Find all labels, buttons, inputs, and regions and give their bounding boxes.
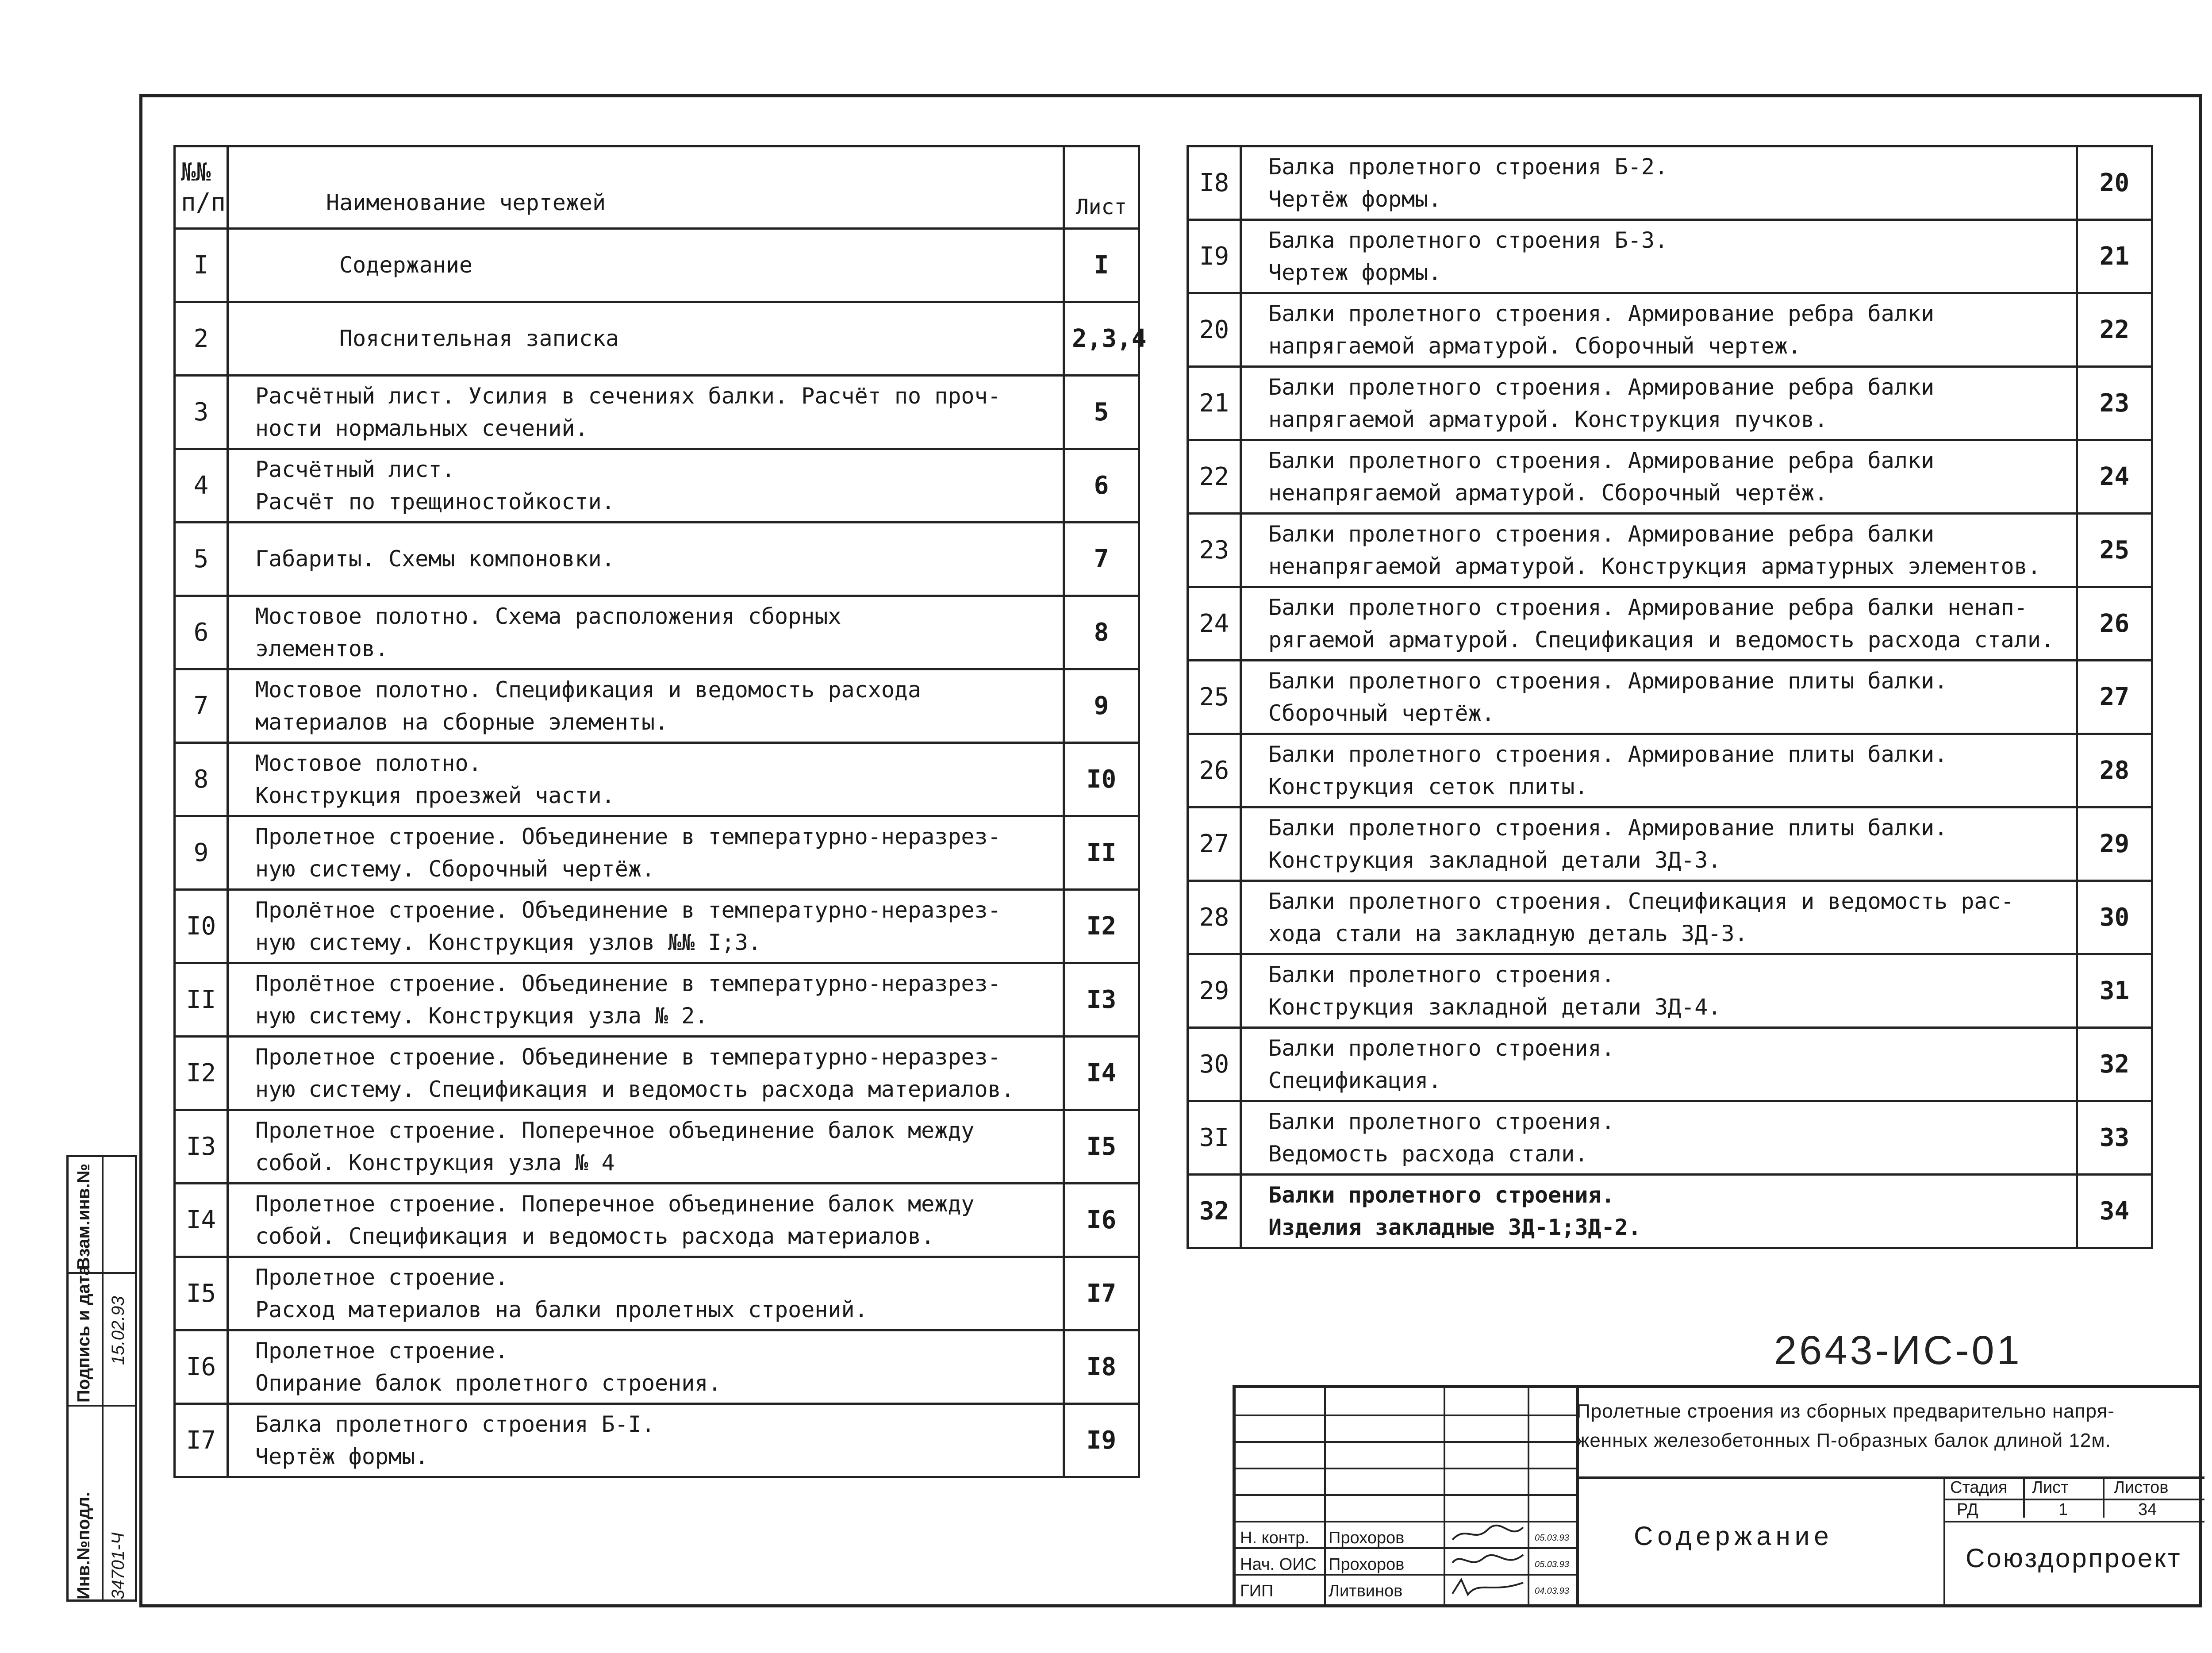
row-title [1241, 514, 2077, 587]
row-sheet: I3 [1064, 963, 1139, 1037]
row-title-line: Балки пролетного строения. Армирование плиты балки. [1268, 815, 1948, 841]
row-title-line: Габариты. Схемы компоновки. [255, 546, 615, 572]
row-sheet: I9 [1064, 1404, 1139, 1477]
row-title-line: Балки пролетного строения. Армирование ребра балки [1268, 374, 1935, 400]
row-title-line: Балки пролетного строения. Армирование ребра балки [1268, 521, 1935, 547]
row-sheet: I0 [1064, 743, 1139, 816]
row-number: I7 [175, 1404, 228, 1477]
table-row [175, 229, 1139, 302]
signer-date-3: 04.03.93 [1535, 1586, 1569, 1596]
row-title [1241, 1028, 2077, 1101]
row-title-line: Пролетное строение. Поперечное объединение балок между [255, 1191, 975, 1217]
sheet-label: Лист [2032, 1478, 2069, 1497]
stage-value: РД [1957, 1500, 1978, 1519]
drawing-name: Содержание [1634, 1521, 1833, 1551]
row-number: 23 [1188, 514, 1241, 587]
row-number: I0 [175, 890, 228, 963]
sheet-value: 1 [2058, 1500, 2068, 1519]
row-title-line: Балки пролетного строения. Спецификация и ведомость рас- [1268, 888, 2014, 914]
row-title [1241, 220, 2077, 293]
header-title: Наименование чертежей [228, 146, 1064, 229]
signer-role-2: Нач. ОИС [1240, 1555, 1317, 1574]
row-title-line: ную систему. Спецификация и ведомость расхода материалов. [255, 1076, 1014, 1102]
signature-date-label: Подпись и дата [74, 1265, 93, 1403]
row-sheet: 26 [2077, 587, 2152, 661]
row-title-line: ную систему. Конструкция узлов №№ I;3. [255, 929, 761, 955]
row-title [1241, 661, 2077, 734]
row-title [228, 1404, 1064, 1477]
row-title-line: ности нормальных сечений. [255, 415, 588, 441]
table-row [175, 816, 1139, 890]
table-row [175, 1257, 1139, 1330]
table-row [175, 743, 1139, 816]
row-sheet: 21 [2077, 220, 2152, 293]
row-sheet: I5 [1064, 1110, 1139, 1184]
header-sheet: Лист [1064, 146, 1139, 229]
signer-name-3: Литвинов [1329, 1582, 1403, 1600]
header-number: №№ п/п [175, 146, 228, 229]
row-title-line: Содержание [339, 252, 473, 278]
row-sheet: 24 [2077, 440, 2152, 514]
table-row [1188, 293, 2152, 367]
table-row [175, 302, 1139, 376]
row-title-line: Балки пролетного строения. Армирование ребра балки [1268, 301, 1935, 327]
row-number: I [175, 229, 228, 302]
row-sheet: 28 [2077, 734, 2152, 807]
side-stamp [66, 1155, 137, 1602]
row-title [228, 523, 1064, 596]
table-row [1188, 734, 2152, 807]
row-title [1241, 807, 2077, 881]
row-title [1241, 146, 2077, 220]
organization-name: Союздорпроект [1966, 1543, 2182, 1573]
row-title [1241, 881, 2077, 954]
table-row [1188, 881, 2152, 954]
row-title-line: напрягаемой арматурой. Конструкция пучков. [1268, 406, 1828, 432]
row-sheet: 32 [2077, 1028, 2152, 1101]
row-title [1241, 1101, 2077, 1175]
row-title-line: Балки пролетного строения. Армирование ребра балки [1268, 448, 1935, 473]
table-row [1188, 661, 2152, 734]
row-sheet: I [1064, 229, 1139, 302]
row-title [1241, 587, 2077, 661]
table-row [1188, 954, 2152, 1028]
row-number: 21 [1188, 367, 1241, 440]
row-title [228, 1184, 1064, 1257]
row-title [228, 376, 1064, 449]
row-sheet: I6 [1064, 1184, 1139, 1257]
signer-date-1: 05.03.93 [1535, 1533, 1569, 1543]
row-title-line: Чертеж формы. [1268, 259, 1442, 285]
row-number: 20 [1188, 293, 1241, 367]
document-code: 2643-ИС-01 [1774, 1328, 2022, 1373]
row-title-line: Балки пролетного строения. Армирование ребра балки ненап- [1268, 595, 2028, 620]
row-title-line: Балки пролетного строения. Армирование плиты балки. [1268, 742, 1948, 767]
row-title-line: Изделия закладные ЗД-1;ЗД-2. [1268, 1214, 1641, 1240]
row-title [228, 1110, 1064, 1184]
row-title-line: Чертёж формы. [255, 1443, 429, 1469]
signature-mark-2 [1448, 1549, 1528, 1572]
row-title-line: Пролетное строение. [255, 1265, 508, 1290]
row-title-line: Балки пролетного строения. [1268, 1182, 1615, 1208]
row-sheet: 9 [1064, 669, 1139, 743]
row-sheet: 33 [2077, 1101, 2152, 1175]
row-number: 28 [1188, 881, 1241, 954]
row-number: 27 [1188, 807, 1241, 881]
stage-label: Стадия [1950, 1478, 2008, 1497]
row-title-line: Балки пролетного строения. [1268, 1109, 1615, 1134]
row-title [228, 890, 1064, 963]
row-title-line: Балки пролетного строения. [1268, 962, 1615, 988]
row-title-line: элементов. [255, 635, 389, 661]
table-row [1188, 1028, 2152, 1101]
row-number: 6 [175, 596, 228, 669]
table-row [175, 963, 1139, 1037]
row-title-line: хода стали на закладную деталь ЗД-3. [1268, 920, 1748, 946]
row-title [228, 816, 1064, 890]
row-sheet: 6 [1064, 449, 1139, 523]
sheets-label: Листов [2114, 1478, 2169, 1497]
signer-role-1: Н. контр. [1240, 1529, 1310, 1547]
row-number: I2 [175, 1037, 228, 1110]
row-number: II [175, 963, 228, 1037]
row-title-line: Балки пролетного строения. Армирование плиты балки. [1268, 668, 1948, 694]
row-title [228, 596, 1064, 669]
table-row [1188, 146, 2152, 220]
row-title-line: Мостовое полотно. Схема расположения сборных [255, 604, 841, 629]
row-number: I4 [175, 1184, 228, 1257]
row-number: I8 [1188, 146, 1241, 220]
row-title [228, 449, 1064, 523]
row-number: 5 [175, 523, 228, 596]
table-header [175, 146, 1139, 229]
signer-date-2: 05.03.93 [1535, 1560, 1569, 1569]
row-number: I5 [175, 1257, 228, 1330]
row-number: 30 [1188, 1028, 1241, 1101]
table-row [175, 449, 1139, 523]
row-sheet: II [1064, 816, 1139, 890]
row-title-line: Балка пролетного строения Б-I. [255, 1411, 655, 1437]
row-number: 7 [175, 669, 228, 743]
table-row [1188, 587, 2152, 661]
row-title-line: Конструкция закладной детали ЗД-3. [1268, 847, 1721, 873]
signer-role-3: ГИП [1240, 1582, 1274, 1600]
row-title [1241, 293, 2077, 367]
row-sheet: 30 [2077, 881, 2152, 954]
table-row [1188, 807, 2152, 881]
signer-name-2: Прохоров [1329, 1555, 1405, 1574]
inventory-value: 34701-Ч [108, 1532, 128, 1599]
row-title-line: Пояснительная записка [339, 326, 619, 352]
signature-mark-1 [1448, 1523, 1528, 1545]
row-title-line: Конструкция сеток плиты. [1268, 773, 1588, 800]
table-row [175, 1110, 1139, 1184]
row-title-line: Пролётное строение. Объединение в температурно-неразрез- [255, 971, 1001, 996]
row-sheet: I7 [1064, 1257, 1139, 1330]
row-title-line: Пролётное строение. Объединение в температурно-неразрез- [255, 897, 1001, 923]
row-title-line: Сборочный чертёж. [1268, 700, 1495, 726]
row-title-line: напрягаемой арматурой. Сборочный чертеж. [1268, 333, 1801, 359]
replacement-inventory-label: Взам.инв.№ [74, 1163, 93, 1270]
row-number: I3 [175, 1110, 228, 1184]
row-sheet: I2 [1064, 890, 1139, 963]
row-title-line: Расчётный лист. Усилия в сечениях балки. Расчёт по проч- [255, 383, 1001, 409]
row-title-line: Чертёж формы. [1268, 186, 1442, 212]
row-title-line: Пролетное строение. Поперечное объединение балок между [255, 1118, 975, 1143]
table-row [175, 1184, 1139, 1257]
row-number: I6 [175, 1330, 228, 1404]
row-number: 26 [1188, 734, 1241, 807]
row-sheet: 25 [2077, 514, 2152, 587]
row-title [228, 1037, 1064, 1110]
row-number: 8 [175, 743, 228, 816]
row-title-line: Ведомость расхода стали. [1268, 1141, 1588, 1167]
signature-mark-3 [1448, 1576, 1528, 1598]
row-sheet: 31 [2077, 954, 2152, 1028]
row-title-line: собой. Спецификация и ведомость расхода материалов. [255, 1223, 935, 1249]
table-row [175, 1330, 1139, 1404]
row-sheet: 27 [2077, 661, 2152, 734]
row-title-line: Мостовое полотно. [255, 750, 482, 776]
row-title [1241, 367, 2077, 440]
row-title [228, 1257, 1064, 1330]
row-title-line: ную систему. Конструкция узла № 2. [255, 1003, 708, 1029]
row-number: 4 [175, 449, 228, 523]
row-title-line: Пролетное строение. Объединение в температурно-неразрез- [255, 1044, 1001, 1070]
table-row [175, 890, 1139, 963]
row-title [1241, 440, 2077, 514]
sheets-value: 34 [2138, 1500, 2157, 1519]
row-sheet: 5 [1064, 376, 1139, 449]
row-title [228, 302, 1064, 376]
row-title [228, 743, 1064, 816]
row-sheet: 34 [2077, 1175, 2152, 1248]
project-title: Пролетные строения из сборных предварительно напря- женных железобетонных П-образных балок длиной 12м. [1576, 1400, 2115, 1451]
row-title-line: Пролетное строение. Объединение в температурно-неразрез- [255, 824, 1001, 850]
row-title-line: ную систему. Сборочный чертёж. [255, 856, 655, 882]
row-sheet: I4 [1064, 1037, 1139, 1110]
table-row [1188, 220, 2152, 293]
row-title-line: Балки пролетного строения. [1268, 1035, 1615, 1061]
row-title-line: рягаемой арматурой. Спецификация и ведомость расхода стали. [1268, 627, 2055, 653]
row-sheet: 22 [2077, 293, 2152, 367]
row-title-line: Расчёт по трещиностойкости. [255, 488, 615, 515]
table-row [1188, 1175, 2152, 1248]
signer-name-1: Прохоров [1329, 1529, 1405, 1547]
signature-date-value: 15.02.93 [108, 1296, 128, 1365]
table-row [175, 1404, 1139, 1477]
row-title-line: ненапрягаемой арматурой. Конструкция арматурных элементов. [1268, 553, 2041, 579]
row-title [1241, 954, 2077, 1028]
row-number: 29 [1188, 954, 1241, 1028]
row-sheet: 20 [2077, 146, 2152, 220]
row-title-line: Расчётный лист. [255, 457, 455, 482]
row-title-line: Пролетное строение. [255, 1338, 508, 1364]
row-title-line: собой. Конструкция узла № 4 [255, 1149, 615, 1176]
row-number: 2 [175, 302, 228, 376]
table-row [175, 596, 1139, 669]
row-number: 25 [1188, 661, 1241, 734]
contents-table-right [1187, 145, 2153, 1249]
row-number: 22 [1188, 440, 1241, 514]
row-sheet: I8 [1064, 1330, 1139, 1404]
row-title-line: Расход материалов на балки пролетных строений. [255, 1296, 868, 1322]
row-number: 9 [175, 816, 228, 890]
row-sheet: 7 [1064, 523, 1139, 596]
table-row [1188, 514, 2152, 587]
row-sheet: 29 [2077, 807, 2152, 881]
row-title-line: Спецификация. [1268, 1067, 1442, 1093]
row-title [228, 1330, 1064, 1404]
row-number: 3 [175, 376, 228, 449]
row-title-line: Конструкция закладной детали ЗД-4. [1268, 994, 1721, 1020]
row-title-line: Мостовое полотно. Спецификация и ведомость расхода [255, 677, 922, 703]
contents-table-left [173, 145, 1147, 1478]
table-row [175, 376, 1139, 449]
row-number: 32 [1188, 1175, 1241, 1248]
table-row [175, 523, 1139, 596]
row-number: 24 [1188, 587, 1241, 661]
row-sheet: 8 [1064, 596, 1139, 669]
table-row [1188, 367, 2152, 440]
table-row [1188, 440, 2152, 514]
row-title-line: материалов на сборные элементы. [255, 709, 668, 735]
row-sheet: 2,3,4 [1064, 302, 1139, 376]
row-title [228, 963, 1064, 1037]
row-title-line: Балка пролетного строения Б-2. [1268, 154, 1668, 180]
row-title [228, 669, 1064, 743]
row-title-line: Балка пролетного строения Б-3. [1268, 227, 1668, 253]
row-title [228, 229, 1064, 302]
table-row [175, 1037, 1139, 1110]
row-title-line: Конструкция проезжей части. [255, 782, 615, 808]
row-title [1241, 734, 2077, 807]
row-title [1241, 1175, 2077, 1248]
inventory-label: Инв.№подл. [74, 1492, 93, 1599]
table-row [1188, 1101, 2152, 1175]
row-sheet: 23 [2077, 367, 2152, 440]
row-number: I9 [1188, 220, 1241, 293]
row-number: 3I [1188, 1101, 1241, 1175]
title-block [1233, 1385, 2201, 1607]
row-title-line: ненапрягаемой арматурой. Сборочный чертёж. [1268, 480, 1828, 506]
row-title-line: Опирание балок пролетного строения. [255, 1370, 722, 1396]
table-row [175, 669, 1139, 743]
